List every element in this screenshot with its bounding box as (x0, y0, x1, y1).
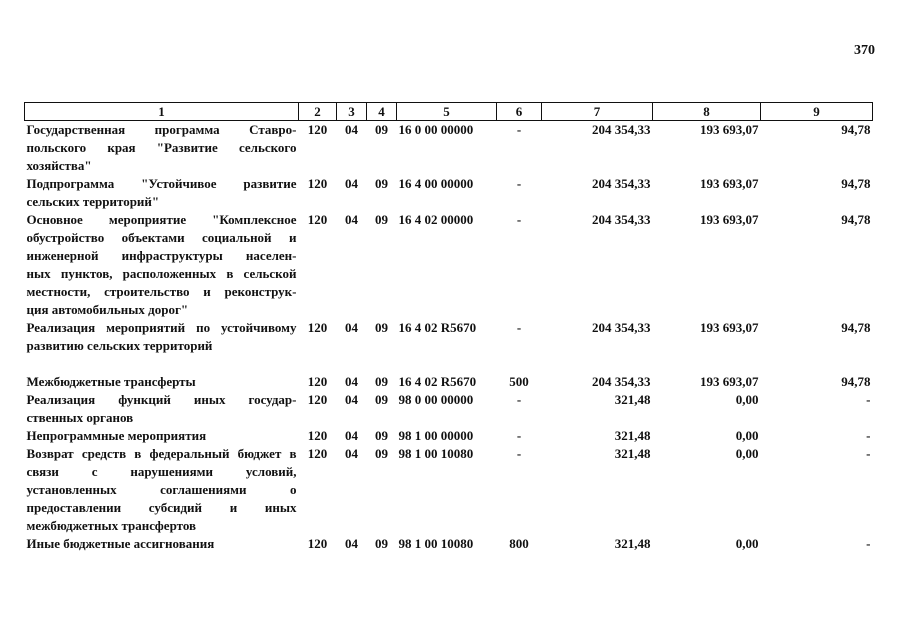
executed-amount: 193 693,07 (700, 374, 759, 389)
row-name-line: ция автомобильных дорог" (26, 302, 189, 317)
planned-amount: 204 354,33 (592, 212, 651, 227)
section-code: 04 (345, 176, 358, 191)
target-article-code: 16 4 00 00000 (398, 176, 474, 191)
table-row (25, 121, 873, 176)
execution-percent: 94,78 (841, 320, 871, 335)
table-row (25, 355, 873, 391)
budget-table (24, 102, 873, 553)
row-name-line: Межбюджетные трансферты (26, 374, 196, 389)
expense-type-code: - (516, 428, 522, 443)
row-name-line: польского края "Развитие сельского (26, 140, 297, 155)
target-article-code: 16 4 02 00000 (398, 212, 474, 227)
row-name (25, 445, 299, 535)
target-article-code: 16 0 00 00000 (398, 122, 474, 137)
row-name (25, 535, 299, 553)
execution-percent: 94,78 (841, 374, 871, 389)
ministry-code: 120 (307, 320, 328, 335)
execution-percent: - (866, 428, 871, 443)
subsection-code: 09 (375, 122, 388, 137)
section-code: 04 (345, 446, 358, 461)
table-row (25, 535, 873, 553)
ministry-code: 120 (307, 446, 328, 461)
row-name-line: ных пунктов, расположенных в сельской (26, 266, 297, 281)
header-col-5: 5 (397, 103, 497, 121)
header-col-8: 8 (653, 103, 761, 121)
target-article-code: 16 4 02 R5670 (398, 320, 477, 335)
row-name-line: Иные бюджетные ассигнования (26, 536, 215, 551)
subsection-code: 09 (375, 176, 388, 191)
row-name-line: связи с нарушениями условий, (26, 464, 297, 479)
expense-type-code: 800 (509, 536, 529, 551)
row-name (25, 427, 299, 445)
header-col-6: 6 (497, 103, 542, 121)
subsection-code: 09 (375, 212, 388, 227)
expense-type-code: - (516, 122, 522, 137)
row-name-line: установленных соглашениями о (26, 482, 297, 497)
header-col-4: 4 (367, 103, 397, 121)
section-code: 04 (345, 320, 358, 335)
row-name-line: предоставлении субсидий и иных (26, 500, 297, 515)
row-name-line: межбюджетных трансфертов (26, 518, 197, 533)
header-col-7: 7 (542, 103, 653, 121)
planned-amount: 321,48 (614, 392, 651, 407)
expense-type-code: - (516, 212, 522, 227)
table-row (25, 211, 873, 319)
table-row (25, 391, 873, 427)
expense-type-code: - (516, 320, 522, 335)
section-code: 04 (345, 428, 358, 443)
target-article-code: 98 1 00 00000 (398, 428, 474, 443)
planned-amount: 321,48 (614, 536, 651, 551)
section-code: 04 (345, 122, 358, 137)
table-row (25, 319, 873, 355)
executed-amount: 193 693,07 (700, 122, 759, 137)
section-code: 04 (345, 536, 358, 551)
table-row (25, 175, 873, 211)
execution-percent: 94,78 (841, 212, 871, 227)
ministry-code: 120 (307, 122, 328, 137)
expense-type-code: 500 (509, 374, 529, 389)
row-name (25, 319, 299, 355)
ministry-code: 120 (307, 374, 328, 389)
executed-amount: 193 693,07 (700, 176, 759, 191)
target-article-code: 98 1 00 10080 (398, 536, 474, 551)
subsection-code: 09 (375, 428, 388, 443)
header-col-3: 3 (337, 103, 367, 121)
ministry-code: 120 (307, 212, 328, 227)
row-name-line: ственных органов (26, 410, 134, 425)
expense-type-code: - (516, 446, 522, 461)
row-name-line: Непрограммные мероприятия (26, 428, 207, 443)
planned-amount: 204 354,33 (592, 122, 651, 137)
execution-percent: - (866, 392, 871, 407)
row-name-line: инженерной инфраструктуры населен- (26, 248, 297, 263)
ministry-code: 120 (307, 536, 328, 551)
header-col-1: 1 (25, 103, 299, 121)
row-name-line: обустройство объектами социальной и (26, 230, 297, 245)
row-name (25, 175, 299, 211)
execution-percent: 94,78 (841, 122, 871, 137)
row-name (25, 355, 299, 391)
ministry-code: 120 (307, 428, 328, 443)
row-name-line: Государственная программа Ставро- (26, 122, 297, 137)
executed-amount: 0,00 (735, 392, 759, 407)
subsection-code: 09 (375, 392, 388, 407)
target-article-code: 16 4 02 R5670 (398, 374, 477, 389)
header-col-9: 9 (761, 103, 873, 121)
row-name-line: хозяйства" (26, 158, 92, 173)
target-article-code: 98 0 00 00000 (398, 392, 474, 407)
subsection-code: 09 (375, 320, 388, 335)
executed-amount: 0,00 (735, 536, 759, 551)
subsection-code: 09 (375, 374, 388, 389)
table-body (25, 121, 873, 554)
row-name-line: Подпрограмма "Устойчивое развитие (26, 176, 297, 191)
row-name (25, 211, 299, 319)
subsection-code: 09 (375, 446, 388, 461)
expense-type-code: - (516, 176, 522, 191)
executed-amount: 193 693,07 (700, 320, 759, 335)
target-article-code: 98 1 00 10080 (398, 446, 474, 461)
execution-percent: - (866, 536, 871, 551)
row-name (25, 391, 299, 427)
executed-amount: 193 693,07 (700, 212, 759, 227)
row-name-line: Основное мероприятие "Комплексное (26, 212, 297, 227)
page-number: 370 (854, 43, 875, 58)
row-name-line: сельских территорий" (26, 194, 160, 209)
execution-percent: - (866, 446, 871, 461)
ministry-code: 120 (307, 176, 328, 191)
planned-amount: 204 354,33 (592, 320, 651, 335)
table-row (25, 427, 873, 445)
section-code: 04 (345, 374, 358, 389)
subsection-code: 09 (375, 536, 388, 551)
row-name-line: Реализация функций иных государ- (26, 392, 297, 407)
row-name-line: Возврат средств в федеральный бюджет в (26, 446, 297, 461)
row-name-line: местности, строительство и реконструк- (26, 284, 297, 299)
section-code: 04 (345, 392, 358, 407)
executed-amount: 0,00 (735, 428, 759, 443)
planned-amount: 204 354,33 (592, 374, 651, 389)
row-name (25, 121, 299, 176)
row-name-line: Реализация мероприятий по устойчивому (26, 320, 297, 335)
executed-amount: 0,00 (735, 446, 759, 461)
planned-amount: 321,48 (614, 428, 651, 443)
ministry-code: 120 (307, 392, 328, 407)
planned-amount: 204 354,33 (592, 176, 651, 191)
execution-percent: 94,78 (841, 176, 871, 191)
planned-amount: 321,48 (614, 446, 651, 461)
table-row (25, 445, 873, 535)
section-code: 04 (345, 212, 358, 227)
row-name-line: развитию сельских территорий (26, 338, 213, 353)
header-row (25, 103, 873, 121)
header-col-2: 2 (299, 103, 337, 121)
expense-type-code: - (516, 392, 522, 407)
